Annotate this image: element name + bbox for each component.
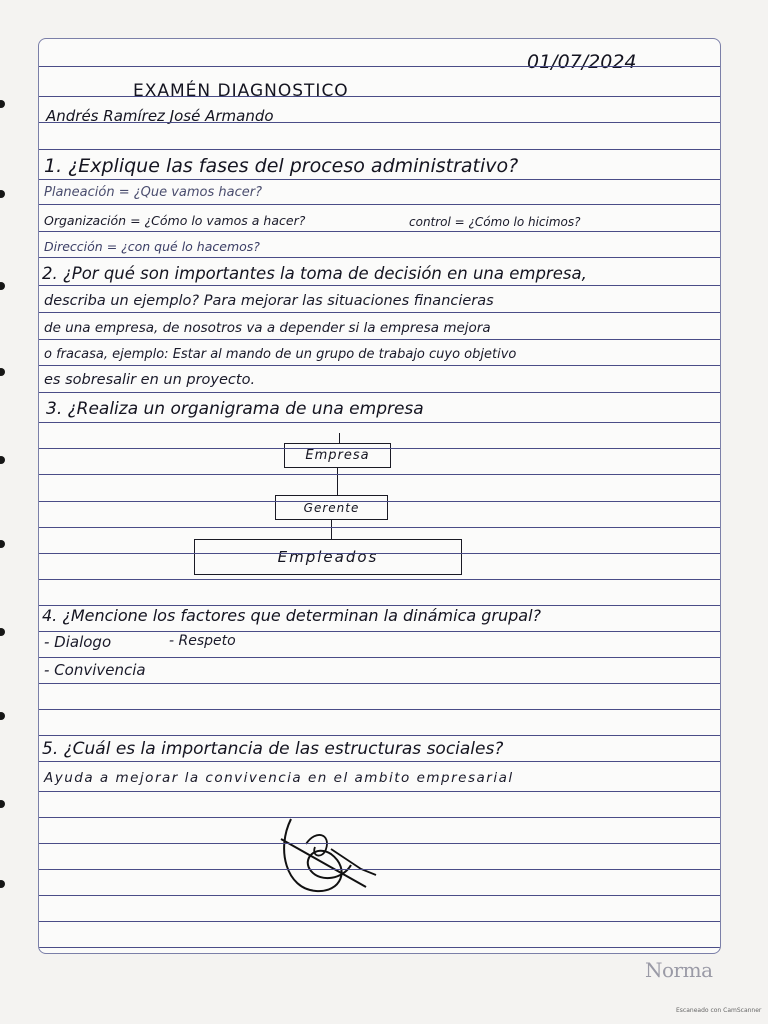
question-5-prompt: 5. ¿Cuál es la importancia de las estructuras sociales? (42, 739, 504, 759)
ruled-line (39, 947, 720, 948)
binder-hole (0, 368, 5, 376)
answer-2-line: es sobresalir en un proyecto. (44, 372, 256, 388)
ruled-line (39, 179, 720, 180)
binder-hole (0, 628, 5, 636)
exam-date: 01/07/2024 (527, 51, 637, 73)
answer-control: control = ¿Cómo lo hicimos? (409, 215, 581, 229)
ruled-line (39, 448, 720, 449)
ruled-line (39, 231, 720, 232)
binder-hole (0, 100, 5, 108)
ruled-line (39, 96, 720, 97)
answer-respeto: - Respeto (169, 633, 236, 649)
ruled-line (39, 122, 720, 123)
student-name: Andrés Ramírez José Armando (46, 107, 274, 125)
binder-hole (0, 880, 5, 888)
binder-hole (0, 282, 5, 290)
ruled-line (39, 312, 720, 313)
answer-dialogo: - Dialogo (44, 633, 112, 651)
ruled-line (39, 66, 720, 67)
answer-direccion: Dirección = ¿con qué lo hacemos? (44, 239, 260, 254)
answer-2-line: o fracasa, ejemplo: Estar al mando de un grupo de trabajo cuyo objetivo (44, 347, 517, 362)
question-2-prompt: 2. ¿Por qué son importantes la toma de decisión en una empresa, (42, 264, 587, 283)
ruled-line (39, 761, 720, 762)
ruled-line (39, 204, 720, 205)
exam-title: EXAMÉN DIAGNOSTICO (133, 81, 349, 101)
org-connector (331, 520, 332, 539)
ruled-line (39, 817, 720, 818)
ruled-line (39, 657, 720, 658)
ruled-line (39, 285, 720, 286)
ruled-line (39, 474, 720, 475)
answer-2-line: describa un ejemplo? Para mejorar las situaciones financieras (44, 293, 494, 309)
answer-organizacion: Organización = ¿Cómo lo vamos a hacer? (44, 213, 306, 228)
org-connector (339, 433, 340, 443)
answer-planeacion: Planeación = ¿Que vamos hacer? (44, 185, 263, 200)
notebook-brand-logo: Norma (645, 958, 713, 982)
binder-hole (0, 800, 5, 808)
ruled-line (39, 843, 720, 844)
question-1-prompt: 1. ¿Explique las fases del proceso administrativo? (44, 155, 519, 177)
ruled-line (39, 149, 720, 150)
notebook-page (38, 38, 721, 954)
ruled-line (39, 791, 720, 792)
binder-hole (0, 190, 5, 198)
ruled-line (39, 921, 720, 922)
ruled-line (39, 257, 720, 258)
ruled-line (39, 527, 720, 528)
ruled-line (39, 631, 720, 632)
answer-5-line: Ayuda a mejorar la convivencia en el ambito empresarial (44, 770, 514, 786)
ruled-line (39, 709, 720, 710)
ruled-line (39, 579, 720, 580)
ruled-line (39, 365, 720, 366)
scanner-watermark: Escaneado con CamScanner (676, 1007, 762, 1014)
answer-2-line: de una empresa, de nosotros va a depender si la empresa mejora (44, 320, 491, 336)
question-4-prompt: 4. ¿Mencione los factores que determinan la dinámica grupal? (42, 606, 542, 625)
org-box-gerente: Gerente (275, 495, 388, 520)
ruled-line (39, 869, 720, 870)
ruled-line (39, 895, 720, 896)
org-connector (337, 468, 338, 495)
binder-hole (0, 712, 5, 720)
org-box-empleados: Empleados (194, 539, 462, 575)
ruled-line (39, 422, 720, 423)
signature (271, 809, 381, 899)
answer-convivencia: - Convivencia (44, 661, 146, 679)
binder-hole (0, 540, 5, 548)
ruled-line (39, 339, 720, 340)
ruled-line (39, 605, 720, 606)
ruled-line (39, 501, 720, 502)
org-box-empresa: Empresa (284, 443, 391, 468)
ruled-line (39, 735, 720, 736)
question-3-prompt: 3. ¿Realiza un organigrama de una empresa (46, 399, 424, 419)
ruled-line (39, 553, 720, 554)
ruled-line (39, 683, 720, 684)
ruled-line (39, 392, 720, 393)
binder-hole (0, 456, 5, 464)
